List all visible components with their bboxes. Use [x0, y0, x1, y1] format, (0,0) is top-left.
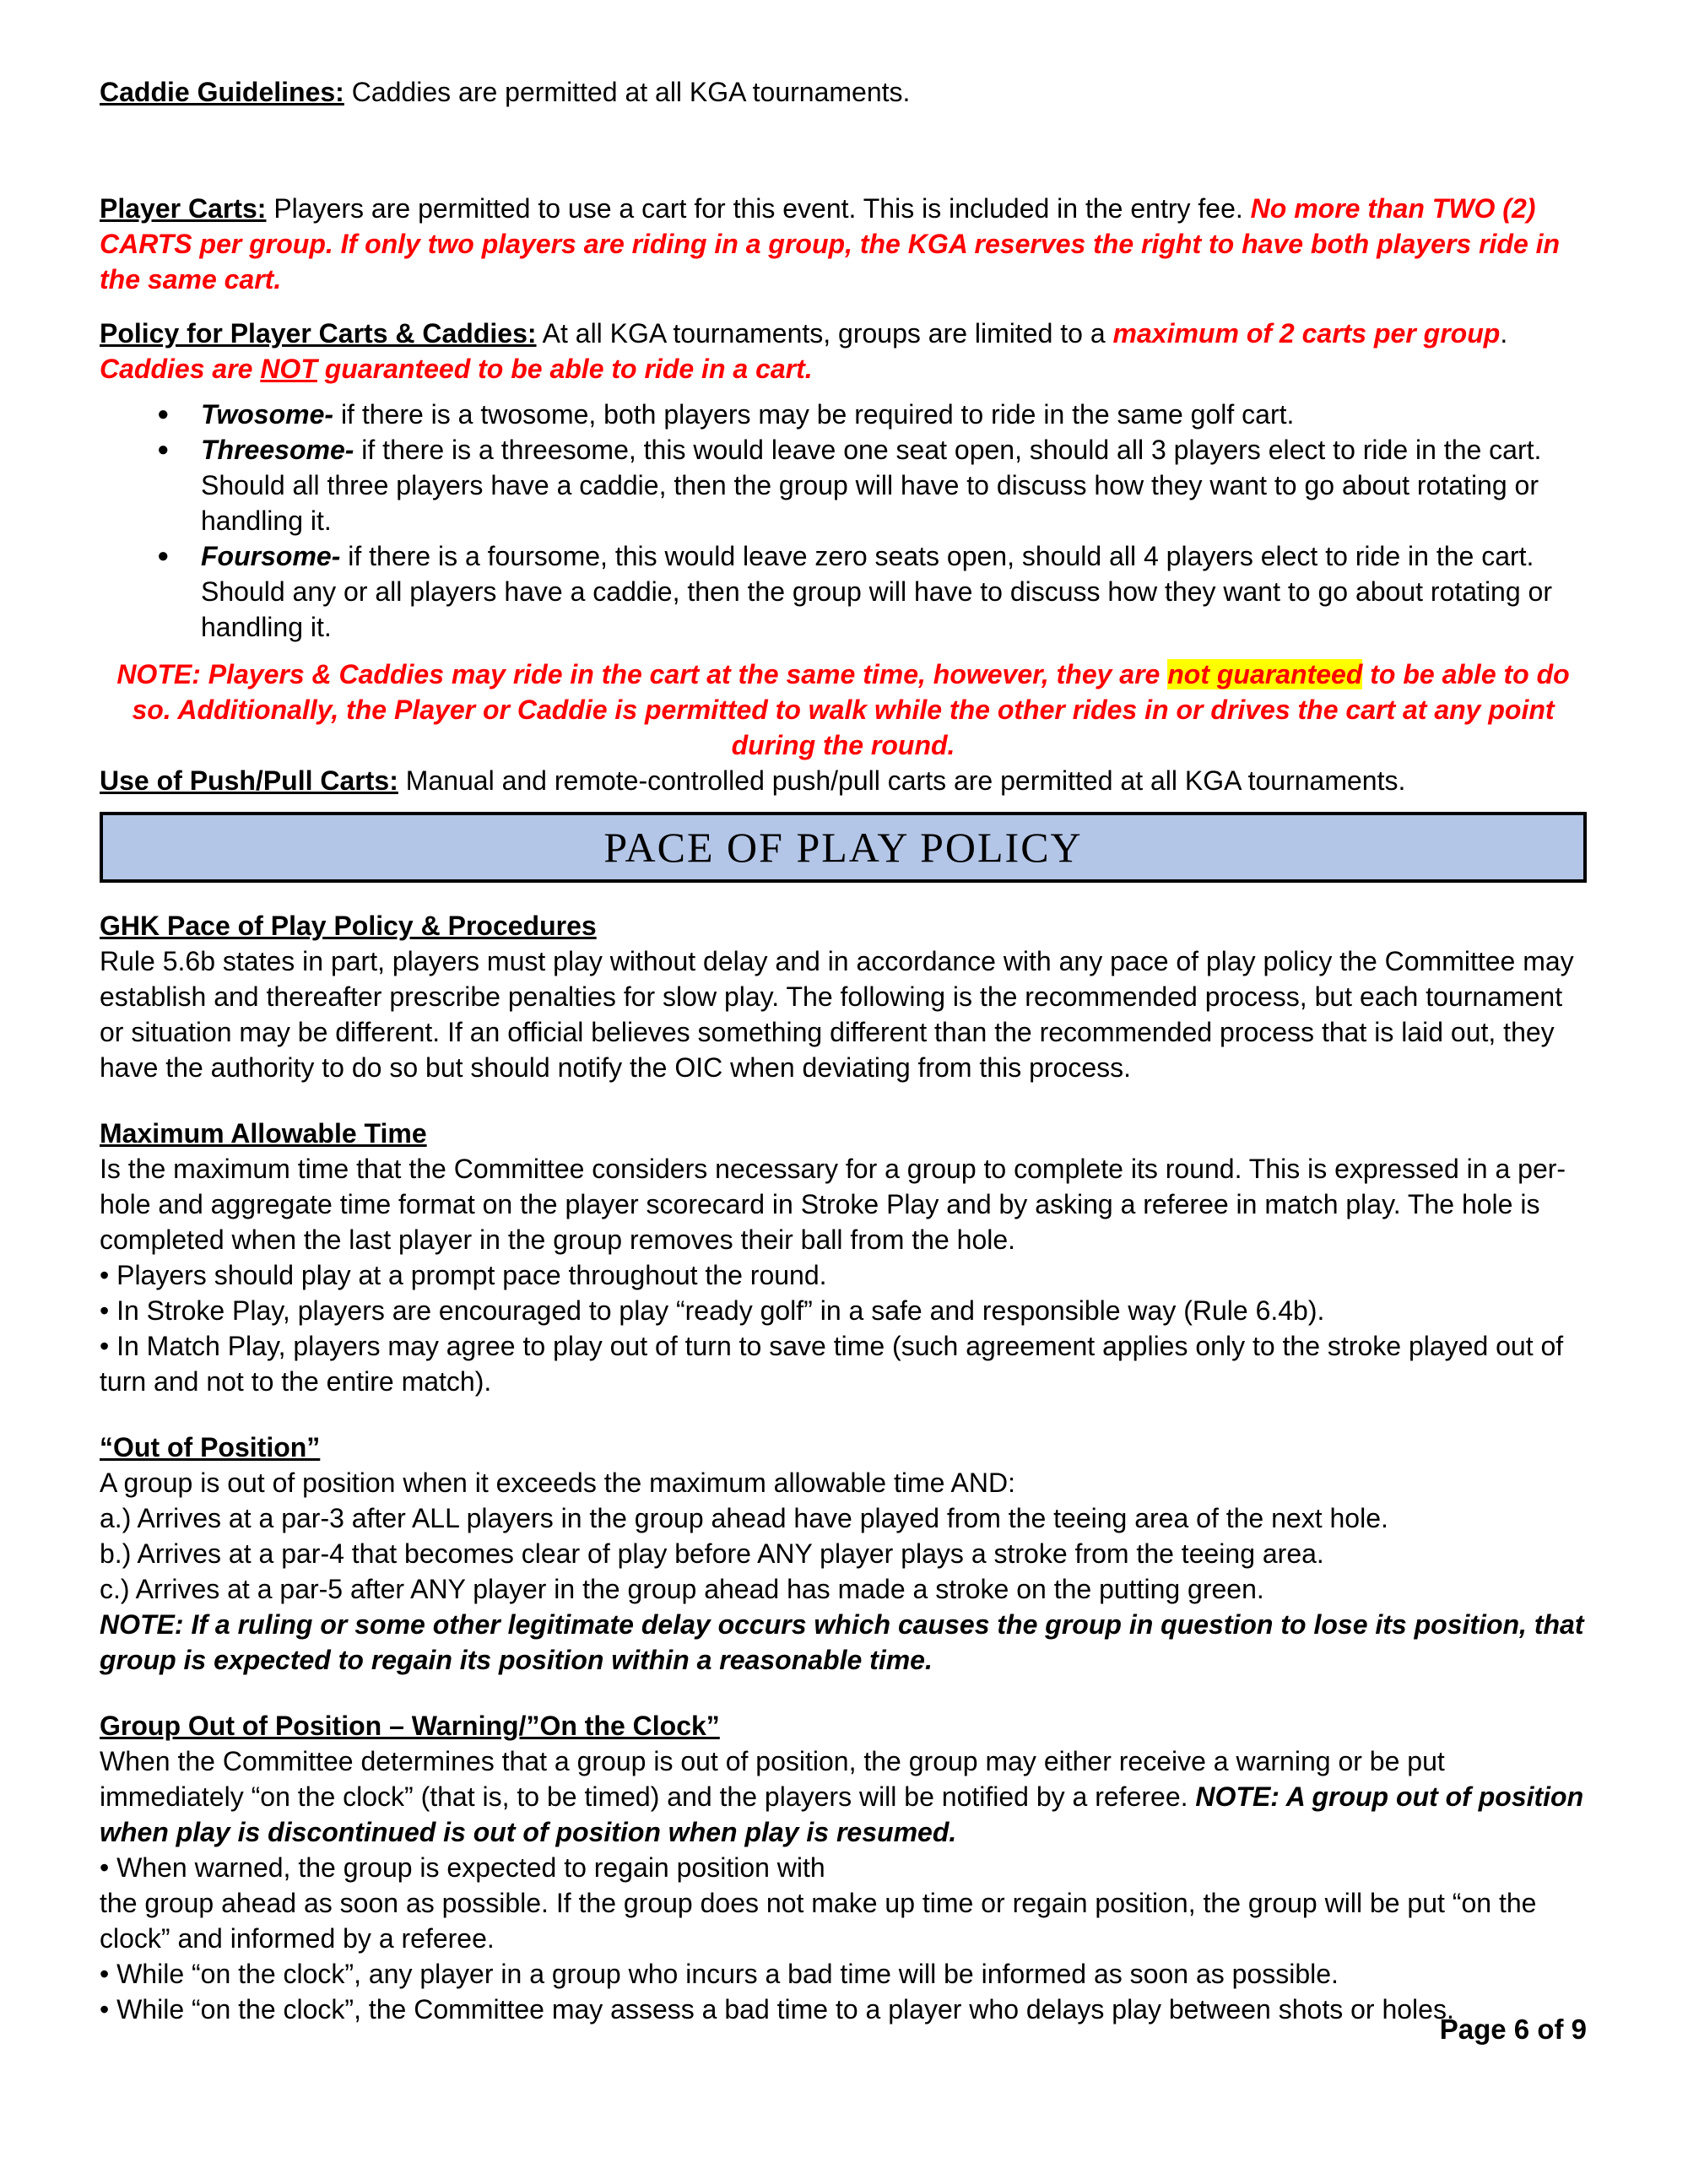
ghk-section-body: Rule 5.6b states in part, players must play without delay and in accordance with any pace of play policy the Committee may establish and thereafter prescribe penalties for slow play. The following is the recommended process, but each tournament or situation may be different. If an official believes something different than the recommended process that is laid out, they have the authority to do so but should notify the OIC when deviating from this process. — [100, 946, 1574, 1083]
group-oop-bullet — [100, 1992, 1587, 2027]
banner-title: PACE OF PLAY POLICY — [603, 824, 1083, 871]
out-of-position-intro: A group is out of position when it exceeds the maximum allowable time AND: — [100, 1468, 1015, 1498]
bullet-icon: • — [100, 1959, 110, 1989]
group-oop-bullet — [100, 1850, 1587, 1956]
group-oop-bullet — [100, 1956, 1587, 1992]
group-oop-body — [100, 1743, 1587, 1850]
policy-text: At all KGA tournaments, groups are limited to a — [542, 318, 1106, 349]
group-oop-bullet-line1: When warned, the group is expected to regain position with — [116, 1852, 825, 1883]
max-time-bullet — [100, 1328, 1587, 1399]
list-item-text — [201, 397, 1587, 432]
bullet-icon: • — [100, 1852, 110, 1883]
oop-item-a: a.) Arrives at a par-3 after ALL players in the group ahead have played from the teeing area of the next hole. — [100, 1503, 1388, 1533]
oop-item-c: c.) Arrives at a par-5 after ANY player in the group ahead has made a stroke on the putting green. — [100, 1574, 1264, 1604]
bullet-icon: • — [100, 1260, 110, 1290]
player-carts-text: Players are permitted to use a cart for this event. This is included in the entry fee. — [273, 193, 1243, 224]
oop-item-b: b.) Arrives at a par-4 that becomes clear of play before ANY player plays a stroke from the teeing area. — [100, 1538, 1324, 1569]
threesome-lead: Threesome- — [201, 435, 354, 465]
bullet-icon: • — [100, 1295, 110, 1326]
bullet-icon: ● — [157, 544, 170, 567]
group-oop-body-text: When the Committee determines that a group is out of position, the group may either receive a warning or be put immediately “on the clock” (that is, to be timed) and the players will be notified by a referee. — [100, 1746, 1445, 1812]
push-pull-label: Use of Push/Pull Carts: — [100, 765, 398, 796]
max-time-heading: Maximum Allowable Time — [100, 1118, 427, 1149]
push-pull-carts-paragraph — [100, 763, 1587, 798]
bullet-icon: ● — [157, 438, 170, 461]
policy-red-rest: guaranteed to be able to ride in a cart. — [324, 354, 813, 384]
ghk-section-heading: GHK Pace of Play Policy & Procedures — [100, 911, 597, 941]
policy-red-not: NOT — [260, 354, 317, 384]
ride-note-post: to be able to do so. Additionally, the Player or Caddie is permitted to walk while the other rides in or drives the cart at any point during the round. — [132, 659, 1570, 760]
list-item-foursome — [157, 538, 1587, 645]
threesome-text: if there is a threesome, this would leave one seat open, should all 3 players elect to ride in the cart. Should all three players have a caddie, then the group will have to discuss how they want to go about rotating or handling it. — [201, 435, 1542, 536]
out-of-position-section — [100, 1430, 1587, 1678]
bullet-icon: • — [100, 1994, 110, 2025]
max-time-body: Is the maximum time that the Committee considers necessary for a group to complete its round. This is expressed in a per-hole and aggregate time format on the player scorecard in Stroke Play and by asking a referee in match play. The hole is completed when the last player in the group removes their ball from the hole. — [100, 1154, 1566, 1255]
list-item-text — [201, 432, 1587, 538]
twosome-text: if there is a twosome, both players may be required to ride in the same golf cart. — [340, 399, 1295, 430]
list-item-twosome — [157, 397, 1587, 432]
policy-label: Policy for Player Carts & Caddies: — [100, 318, 537, 349]
maximum-allowable-time-section — [100, 1116, 1587, 1399]
cart-rules-list — [100, 397, 1587, 645]
foursome-text: if there is a foursome, this would leave zero seats open, should all 4 players elect to ride in the cart. Should any or all players have a caddie, then the group will have to discuss how they want to go about rotating or handling it. — [201, 541, 1552, 642]
push-pull-text: Manual and remote-controlled push/pull carts are permitted at all KGA tournaments. — [405, 765, 1406, 796]
player-carts-paragraph — [100, 191, 1587, 297]
twosome-lead: Twosome- — [201, 399, 334, 430]
group-oop-bullet-text: While “on the clock”, any player in a group who incurs a bad time will be informed as soon as possible. — [116, 1959, 1339, 1989]
max-time-bullet — [100, 1293, 1587, 1328]
player-carts-red-text: No more than TWO (2) CARTS per group. If only two players are riding in a group, the KGA reserves the right to have both players ride in the same cart. — [100, 193, 1561, 295]
ride-note-paragraph — [100, 657, 1587, 763]
max-time-bullet — [100, 1257, 1587, 1293]
list-item-text — [201, 538, 1587, 645]
group-oop-bullet-line2: the group ahead as soon as possible. If the group does not make up time or regain position, the group will be put “on the clock” and informed by a referee. — [100, 1888, 1537, 1954]
policy-carts-caddies-paragraph — [100, 316, 1587, 387]
policy-red-caddies: Caddies are — [100, 354, 253, 384]
max-time-bullet-text: In Match Play, players may agree to play out of turn to save time (such agreement applies only to the stroke played out of turn and not to the entire match). — [100, 1331, 1564, 1397]
caddie-guidelines-text: Caddies are permitted at all KGA tournaments. — [351, 77, 911, 107]
out-of-position-note: NOTE: If a ruling or some other legitimate delay occurs which causes the group in question to lose its position, that group is expected to regain its position within a reasonable time. — [100, 1609, 1584, 1675]
pace-of-play-banner — [100, 812, 1587, 883]
max-time-bullet-text: Players should play at a prompt pace throughout the round. — [116, 1260, 827, 1290]
list-item-threesome — [157, 432, 1587, 538]
max-time-bullet-text: In Stroke Play, players are encouraged to play “ready golf” in a safe and responsible way (Rule 6.4b). — [116, 1295, 1325, 1326]
bullet-icon: • — [100, 1331, 110, 1361]
group-out-of-position-section — [100, 1708, 1587, 2027]
policy-red-carts: maximum of 2 carts per group — [1112, 318, 1501, 349]
group-oop-note: NOTE: A group out of position when play is discontinued is out of position when play is resumed. — [100, 1781, 1584, 1847]
bullet-icon: ● — [157, 403, 170, 425]
highlighted-not-guaranteed: not guaranteed — [1167, 659, 1363, 689]
out-of-position-heading: “Out of Position” — [100, 1432, 321, 1462]
caddie-guidelines-label: Caddie Guidelines: — [100, 77, 344, 107]
page-number-footer: Page 6 of 9 — [1439, 2014, 1587, 2045]
ride-note-pre: NOTE: Players & Caddies may ride in the cart at the same time, however, they are — [116, 659, 1160, 689]
policy-period: . — [1500, 318, 1508, 349]
foursome-lead: Foursome- — [201, 541, 341, 571]
ghk-policy-section — [100, 908, 1587, 1085]
caddie-guidelines-paragraph — [100, 74, 1587, 110]
group-oop-heading: Group Out of Position – Warning/”On the Clock” — [100, 1711, 720, 1741]
player-carts-label: Player Carts: — [100, 193, 267, 224]
group-oop-bullet-text: While “on the clock”, the Committee may assess a bad time to a player who delays play between shots or holes. — [116, 1994, 1454, 2025]
